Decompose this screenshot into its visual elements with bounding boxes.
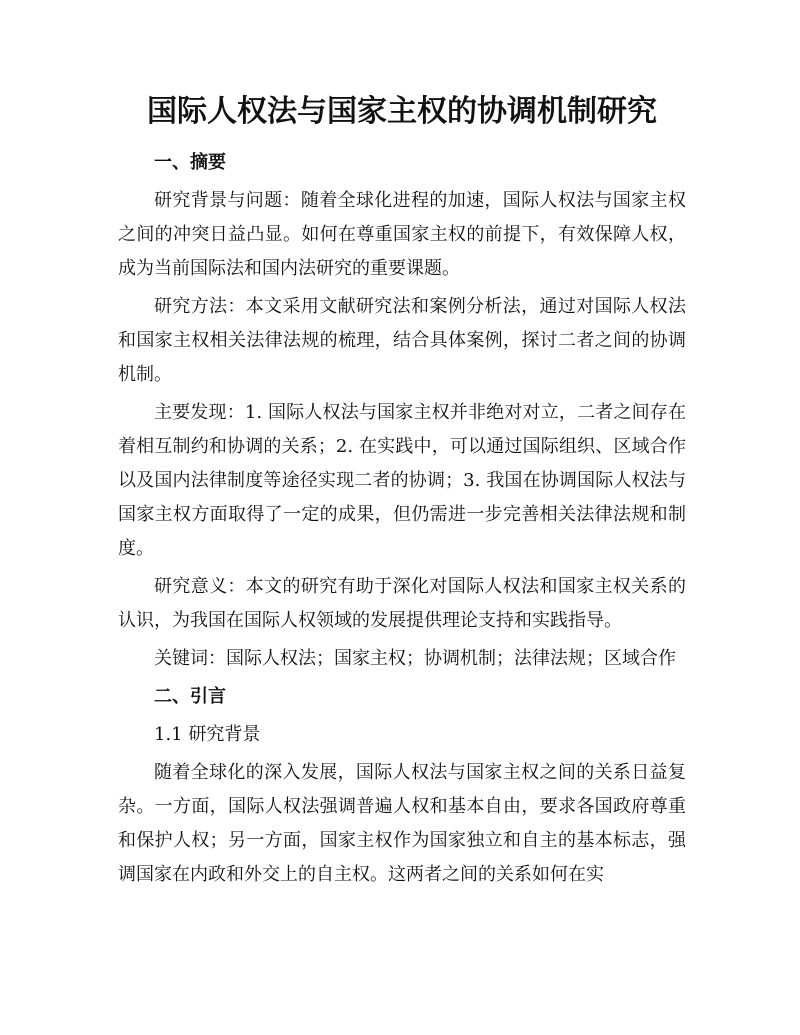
abstract-method-paragraph: 研究方法：本文采用文献研究法和案例分析法，通过对国际人权法和国家主权相关法律法规的梳理，结合具体案例，探讨二者之间的协调机制。	[118, 296, 686, 385]
abstract-findings-paragraph: 主要发现：1. 国际人权法与国家主权并非绝对对立，二者之间存在着相互制约和协调的关系；2. 在实践中，可以通过国际组织、区域合作以及国内法律制度等途径实现二者的协调；3. 我国在协调国际人权法与国家主权方面取得了一定的成果，但仍需进一步完善相关法律法规和制度。	[118, 402, 686, 559]
intro-subheading: 1.1 研究背景	[154, 724, 261, 745]
document-body	[118, 146, 686, 896]
abstract-significance-paragraph: 研究意义：本文的研究有助于深化对国际人权法和国家主权关系的认识，为我国在国际人权领域的发展提供理论支持和实践指导。	[118, 576, 686, 631]
abstract-keywords-paragraph: 关键词：国际人权法；国家主权；协调机制；法律法规；区域合作	[154, 648, 676, 669]
document-title: 国际人权法与国家主权的协调机制研究	[147, 94, 657, 129]
intro-heading: 二、引言	[154, 686, 226, 707]
intro-background-paragraph: 随着全球化的深入发展，国际人权法与国家主权之间的关系日益复杂。一方面，国际人权法强调普遍人权和基本自由，要求各国政府尊重和保护人权；另一方面，国家主权作为国家独立和自主的基本标志，强调国家在内政和外交上的自主权。这两者之间的关系如何在实	[118, 762, 686, 885]
abstract-background-paragraph: 研究背景与问题：随着全球化进程的加速，国际人权法与国家主权之间的冲突日益凸显。如何在尊重国家主权的前提下，有效保障人权，成为当前国际法和国内法研究的重要课题。	[118, 190, 686, 279]
abstract-heading: 一、摘要	[154, 152, 226, 173]
